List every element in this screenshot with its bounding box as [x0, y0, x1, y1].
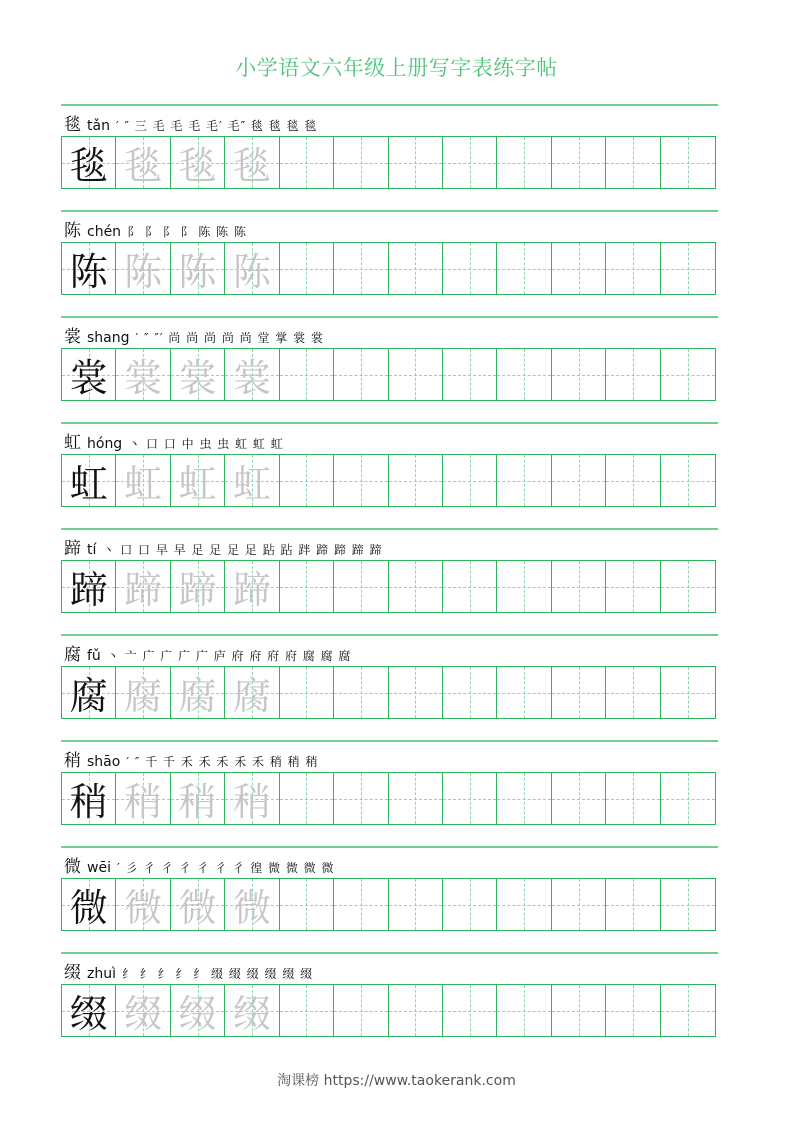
trace-character: 缀 — [124, 992, 163, 1036]
grid-cell[interactable] — [334, 243, 388, 294]
grid-cell[interactable] — [334, 561, 388, 612]
grid-cell[interactable] — [606, 243, 660, 294]
grid-cell[interactable] — [606, 879, 660, 930]
grid-cell[interactable] — [389, 137, 443, 188]
pinyin-label: shāo — [87, 754, 121, 770]
stroke-order: 丶 亠 广 广 广 广 庐 府 府 府 府 腐 腐 腐 — [106, 649, 352, 663]
stroke-order: ′ 彡 彳 彳 彳 彳 彳 彳 徨 微 微 微 微 — [116, 861, 335, 875]
grid-cell[interactable] — [497, 561, 551, 612]
grid-cell[interactable] — [497, 137, 551, 188]
grid-cell[interactable] — [606, 455, 660, 506]
practice-block — [61, 528, 718, 623]
trace-character: 裳 — [124, 356, 163, 400]
trace-character: 稍 — [124, 780, 163, 824]
grid-cell[interactable] — [606, 561, 660, 612]
grid-cell[interactable] — [225, 561, 279, 612]
grid-cell[interactable] — [116, 243, 170, 294]
grid-cell[interactable] — [225, 137, 279, 188]
grid-cell[interactable] — [661, 455, 715, 506]
practice-block — [61, 422, 718, 517]
grid-cell[interactable] — [606, 773, 660, 824]
grid-cell[interactable] — [225, 243, 279, 294]
trace-character: 陈 — [124, 250, 163, 294]
model-character: 毯 — [69, 144, 108, 188]
grid-cell[interactable] — [497, 879, 551, 930]
grid-cell[interactable] — [552, 243, 606, 294]
trace-character: 裳 — [232, 356, 271, 400]
grid-cell[interactable] — [552, 561, 606, 612]
separator-line — [61, 316, 718, 318]
grid-cell[interactable] — [552, 455, 606, 506]
trace-character: 腐 — [124, 674, 163, 718]
grid-cell[interactable] — [280, 773, 334, 824]
grid-cell[interactable] — [334, 455, 388, 506]
grid-cell[interactable] — [334, 879, 388, 930]
practice-block — [61, 634, 718, 729]
footer-url: 淘课榜 https://www.taokerank.com — [277, 1073, 516, 1089]
grid-cell[interactable] — [280, 243, 334, 294]
character-info — [64, 962, 313, 984]
practice-block — [61, 846, 718, 941]
grid-cell[interactable] — [389, 773, 443, 824]
trace-character: 虹 — [124, 462, 163, 506]
grid-cell[interactable] — [62, 137, 116, 188]
model-character: 蹄 — [69, 568, 108, 612]
trace-character: 缀 — [178, 992, 217, 1036]
separator-line — [61, 952, 718, 954]
grid-cell[interactable] — [171, 349, 225, 400]
grid-cell[interactable] — [661, 243, 715, 294]
trace-character: 腐 — [178, 674, 217, 718]
grid-cell[interactable] — [497, 667, 551, 718]
grid-cell[interactable] — [225, 349, 279, 400]
grid-cell[interactable] — [389, 349, 443, 400]
model-character: 缀 — [69, 992, 108, 1036]
trace-character: 裳 — [178, 356, 217, 400]
separator-line — [61, 104, 718, 106]
grid-cell[interactable] — [389, 455, 443, 506]
character-label: 腐 — [64, 645, 81, 665]
grid-cell[interactable] — [389, 243, 443, 294]
character-label: 虹 — [64, 433, 81, 453]
grid-cell[interactable] — [552, 137, 606, 188]
grid-cell[interactable] — [225, 667, 279, 718]
writing-grid — [61, 772, 716, 825]
grid-cell[interactable] — [334, 985, 388, 1036]
grid-cell[interactable] — [116, 455, 170, 506]
character-label: 缀 — [64, 963, 81, 983]
grid-cell[interactable] — [225, 879, 279, 930]
grid-cell[interactable] — [661, 773, 715, 824]
grid-cell[interactable] — [225, 455, 279, 506]
practice-block — [61, 316, 718, 411]
character-info — [64, 538, 383, 560]
grid-cell[interactable] — [171, 879, 225, 930]
trace-character: 稍 — [232, 780, 271, 824]
grid-cell[interactable] — [116, 667, 170, 718]
grid-cell[interactable] — [116, 879, 170, 930]
grid-cell[interactable] — [443, 879, 497, 930]
trace-character: 蹄 — [178, 568, 217, 612]
separator-line — [61, 528, 718, 530]
trace-character: 腐 — [232, 674, 271, 718]
grid-cell[interactable] — [280, 879, 334, 930]
writing-grid — [61, 136, 716, 189]
grid-cell[interactable] — [171, 985, 225, 1036]
grid-cell[interactable] — [661, 137, 715, 188]
model-character: 腐 — [69, 674, 108, 718]
grid-cell[interactable] — [334, 667, 388, 718]
stroke-order: 纟 纟 纟 纟 纟 缀 缀 缀 缀 缀 缀 — [121, 967, 314, 981]
stroke-order: 阝 阝 阝 阝 陈 陈 陈 — [127, 225, 247, 239]
stroke-order: 丶 口 口 早 早 足 足 足 足 跕 跕 跘 蹄 蹄 蹄 蹄 — [102, 543, 383, 557]
model-character: 虹 — [69, 462, 108, 506]
page-title: 小学语文六年级上册写字表练字帖 — [235, 56, 558, 80]
stroke-order: 丶 口 口 中 虫 虫 虹 虹 虹 — [128, 437, 284, 451]
grid-cell[interactable] — [116, 773, 170, 824]
grid-cell[interactable] — [552, 985, 606, 1036]
grid-cell[interactable] — [443, 349, 497, 400]
character-info — [64, 326, 324, 348]
grid-cell[interactable] — [661, 561, 715, 612]
character-info — [64, 220, 247, 242]
character-info — [64, 644, 351, 666]
writing-grid — [61, 560, 716, 613]
grid-cell[interactable] — [443, 985, 497, 1036]
model-character: 裳 — [69, 356, 108, 400]
model-character: 稍 — [69, 780, 108, 824]
pinyin-label: tí — [87, 542, 97, 558]
grid-cell[interactable] — [443, 561, 497, 612]
separator-line — [61, 634, 718, 636]
grid-cell[interactable] — [443, 773, 497, 824]
character-info — [64, 432, 284, 454]
character-info — [64, 856, 334, 878]
trace-character: 虹 — [232, 462, 271, 506]
grid-cell[interactable] — [62, 349, 116, 400]
grid-cell[interactable] — [552, 349, 606, 400]
separator-line — [61, 422, 718, 424]
grid-cell[interactable] — [171, 667, 225, 718]
writing-grid — [61, 454, 716, 507]
grid-cell[interactable] — [552, 879, 606, 930]
grid-cell[interactable] — [334, 773, 388, 824]
pinyin-label: tǎn — [87, 118, 110, 134]
grid-cell[interactable] — [280, 455, 334, 506]
grid-cell[interactable] — [334, 349, 388, 400]
writing-grid — [61, 666, 716, 719]
stroke-order: ′ ″ ″′ 尚 尚 尚 尚 尚 堂 掌 裳 裳 — [135, 331, 324, 345]
character-info — [64, 750, 318, 772]
grid-cell[interactable] — [280, 561, 334, 612]
grid-cell[interactable] — [552, 773, 606, 824]
stroke-order: ′ ″ 三 毛 毛 毛 毛′ 毛″ 毯 毯 毯 毯 — [115, 119, 318, 133]
practice-block — [61, 104, 718, 199]
grid-cell[interactable] — [171, 773, 225, 824]
grid-cell[interactable] — [606, 985, 660, 1036]
grid-cell[interactable] — [497, 243, 551, 294]
character-label: 裳 — [64, 327, 81, 347]
practice-block — [61, 210, 718, 305]
character-label: 陈 — [64, 221, 81, 241]
writing-grid — [61, 242, 716, 295]
grid-cell[interactable] — [497, 773, 551, 824]
trace-character: 缀 — [232, 992, 271, 1036]
grid-cell[interactable] — [661, 349, 715, 400]
grid-cell[interactable] — [116, 349, 170, 400]
pinyin-label: chén — [87, 224, 122, 240]
character-label: 微 — [64, 857, 81, 877]
grid-cell[interactable] — [280, 667, 334, 718]
trace-character: 微 — [232, 886, 271, 930]
trace-character: 微 — [178, 886, 217, 930]
grid-cell[interactable] — [62, 561, 116, 612]
grid-cell[interactable] — [552, 667, 606, 718]
grid-cell[interactable] — [62, 243, 116, 294]
trace-character: 蹄 — [124, 568, 163, 612]
grid-cell[interactable] — [62, 879, 116, 930]
trace-character: 微 — [124, 886, 163, 930]
trace-character: 毯 — [178, 144, 217, 188]
grid-cell[interactable] — [661, 985, 715, 1036]
stroke-order: ′ ″ 千 千 禾 禾 禾 禾 禾 稍 稍 稍 — [126, 755, 319, 769]
writing-grid — [61, 348, 716, 401]
grid-cell[interactable] — [443, 455, 497, 506]
grid-cell[interactable] — [497, 455, 551, 506]
pinyin-label: shang — [87, 330, 130, 346]
model-character: 微 — [69, 886, 108, 930]
grid-cell[interactable] — [225, 773, 279, 824]
grid-cell[interactable] — [62, 985, 116, 1036]
grid-cell[interactable] — [606, 137, 660, 188]
grid-cell[interactable] — [497, 349, 551, 400]
character-label: 稍 — [64, 751, 81, 771]
pinyin-label: wēi — [87, 860, 111, 876]
separator-line — [61, 740, 718, 742]
character-info — [64, 114, 317, 136]
grid-cell[interactable] — [389, 561, 443, 612]
practice-block — [61, 740, 718, 835]
grid-cell[interactable] — [116, 137, 170, 188]
grid-cell[interactable] — [389, 985, 443, 1036]
trace-character: 蹄 — [232, 568, 271, 612]
grid-cell[interactable] — [389, 879, 443, 930]
grid-cell[interactable] — [280, 349, 334, 400]
trace-character: 毯 — [232, 144, 271, 188]
writing-grid — [61, 984, 716, 1037]
grid-cell[interactable] — [443, 243, 497, 294]
trace-character: 稍 — [178, 780, 217, 824]
trace-character: 虹 — [178, 462, 217, 506]
grid-cell[interactable] — [389, 667, 443, 718]
grid-cell[interactable] — [62, 455, 116, 506]
grid-cell[interactable] — [497, 985, 551, 1036]
grid-cell[interactable] — [334, 137, 388, 188]
practice-block — [61, 952, 718, 1047]
grid-cell[interactable] — [661, 667, 715, 718]
grid-cell[interactable] — [171, 561, 225, 612]
grid-cell[interactable] — [116, 561, 170, 612]
grid-cell[interactable] — [225, 985, 279, 1036]
character-label: 蹄 — [64, 539, 81, 559]
grid-cell[interactable] — [606, 349, 660, 400]
trace-character: 陈 — [232, 250, 271, 294]
separator-line — [61, 846, 718, 848]
grid-cell[interactable] — [171, 243, 225, 294]
pinyin-label: zhuì — [87, 966, 116, 982]
grid-cell[interactable] — [116, 985, 170, 1036]
grid-cell[interactable] — [171, 137, 225, 188]
grid-cell[interactable] — [171, 455, 225, 506]
grid-cell[interactable] — [62, 667, 116, 718]
grid-cell[interactable] — [661, 879, 715, 930]
pinyin-label: fǔ — [87, 648, 101, 664]
trace-character: 毯 — [124, 144, 163, 188]
grid-cell[interactable] — [606, 667, 660, 718]
character-label: 毯 — [64, 115, 81, 135]
grid-cell[interactable] — [443, 137, 497, 188]
grid-cell[interactable] — [280, 985, 334, 1036]
pinyin-label: hóng — [87, 436, 123, 452]
grid-cell[interactable] — [443, 667, 497, 718]
writing-grid — [61, 878, 716, 931]
grid-cell[interactable] — [62, 773, 116, 824]
model-character: 陈 — [69, 250, 108, 294]
separator-line — [61, 210, 718, 212]
grid-cell[interactable] — [280, 137, 334, 188]
trace-character: 陈 — [178, 250, 217, 294]
